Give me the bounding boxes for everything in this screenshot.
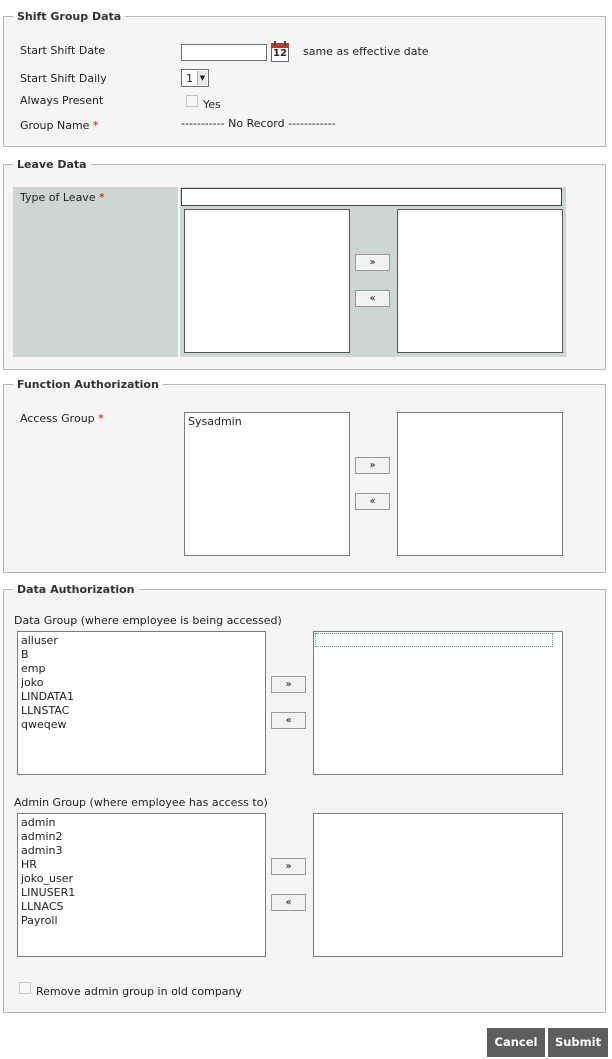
list-item[interactable]: LLNSTAC	[21, 704, 70, 717]
list-item[interactable]: joko	[21, 676, 44, 689]
type-of-leave-label: Type of Leave *	[20, 191, 105, 204]
cancel-button[interactable]: Cancel	[487, 1028, 545, 1057]
access-group-remove-button[interactable]: «	[355, 493, 390, 510]
always-present-option: Yes	[203, 98, 221, 111]
list-item[interactable]: alluser	[21, 634, 58, 647]
leave-available-list[interactable]	[184, 209, 350, 353]
list-item[interactable]: admin	[21, 816, 56, 829]
list-item[interactable]: LINDATA1	[21, 690, 74, 703]
calendar-icon[interactable]	[270, 41, 290, 63]
focus-outline	[315, 633, 553, 647]
leave-label-panel	[13, 187, 178, 357]
group-name-value: ----------- No Record ------------	[181, 117, 336, 130]
data-group-selected-list[interactable]	[313, 631, 563, 775]
start-shift-date-label: Start Shift Date	[20, 44, 106, 57]
access-group-label: Access Group *	[20, 412, 104, 425]
list-item[interactable]: joko_user	[21, 872, 73, 885]
always-present-checkbox[interactable]	[186, 95, 198, 107]
group-name-label: Group Name *	[20, 119, 99, 132]
same-as-effective-label: same as effective date	[303, 45, 429, 58]
leave-selected-list[interactable]	[397, 209, 563, 353]
list-item[interactable]: HR	[21, 858, 37, 871]
admin-group-available-list[interactable]	[17, 813, 266, 957]
leave-add-button[interactable]: »	[355, 254, 390, 271]
required-marker: *	[92, 119, 99, 132]
leave-remove-button[interactable]: «	[355, 290, 390, 307]
admin-group-selected-list[interactable]	[313, 813, 563, 957]
submit-button[interactable]: Submit	[548, 1028, 608, 1057]
start-shift-daily-select[interactable]	[181, 69, 209, 87]
access-group-add-button[interactable]: »	[355, 457, 390, 474]
list-item[interactable]: admin2	[21, 830, 63, 843]
chevron-down-icon: ▼	[197, 71, 207, 85]
admin-group-remove-button[interactable]: «	[271, 894, 306, 911]
data-group-available-list[interactable]	[17, 631, 266, 775]
list-item[interactable]: Payroll	[21, 914, 58, 927]
list-item[interactable]: emp	[21, 662, 46, 675]
start-shift-daily-label: Start Shift Daily	[20, 72, 107, 85]
admin-group-add-button[interactable]: »	[271, 858, 306, 875]
calendar-day: 12	[273, 48, 287, 59]
data-group-add-button[interactable]: »	[271, 676, 306, 693]
data-group-label: Data Group (where employee is being accessed)	[14, 614, 282, 627]
type-of-leave-input[interactable]	[181, 188, 562, 206]
data-group-remove-button[interactable]: «	[271, 712, 306, 729]
admin-group-label: Admin Group (where employee has access to)	[14, 796, 268, 809]
list-item[interactable]: qweqew	[21, 718, 67, 731]
data-auth-legend: Data Authorization	[17, 583, 135, 596]
access-group-selected-list[interactable]	[397, 412, 563, 556]
list-item[interactable]: Sysadmin	[188, 415, 242, 428]
shift-group-legend: Shift Group Data	[17, 10, 122, 23]
required-marker: *	[98, 412, 104, 425]
list-item[interactable]: LLNACS	[21, 900, 64, 913]
start-shift-daily-value: 1	[186, 72, 193, 85]
function-auth-legend: Function Authorization	[17, 378, 159, 391]
remove-admin-label: Remove admin group in old company	[36, 985, 243, 998]
leave-data-legend: Leave Data	[17, 158, 87, 171]
start-shift-date-input[interactable]	[181, 44, 267, 61]
list-item[interactable]: LINUSER1	[21, 886, 76, 899]
required-marker: *	[99, 191, 105, 204]
always-present-label: Always Present	[20, 94, 104, 107]
access-group-available-list[interactable]	[184, 412, 350, 556]
remove-admin-checkbox[interactable]	[19, 982, 31, 994]
list-item[interactable]: B	[21, 648, 29, 661]
list-item[interactable]: admin3	[21, 844, 63, 857]
